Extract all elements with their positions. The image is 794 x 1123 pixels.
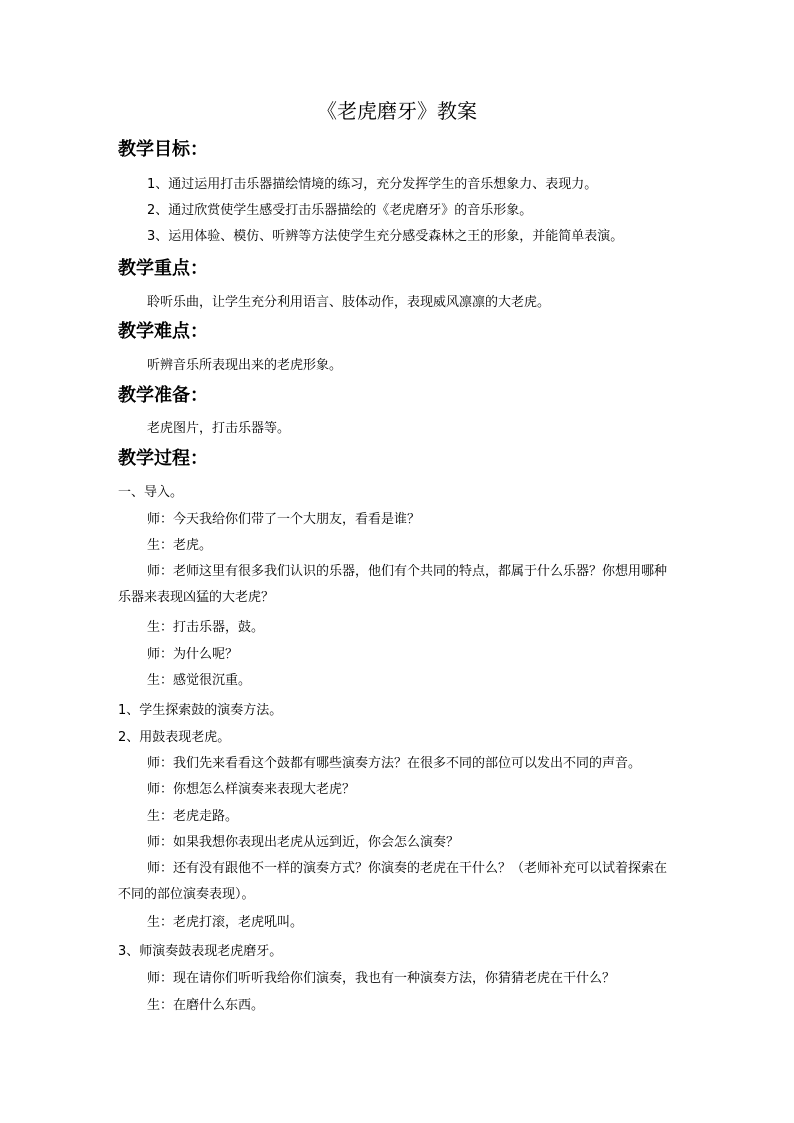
dialogue-line: 师：现在请你们听听我给你们演奏，我也有一种演奏方法，你猜猜老虎在干什么？	[147, 971, 616, 986]
heading-preparation: 教学准备：	[118, 385, 208, 406]
step-3: 3、师演奏鼓表现老虎磨牙。	[118, 944, 283, 959]
step-1: 1、学生探索鼓的演奏方法。	[118, 703, 283, 718]
key-points-text: 聆听乐曲，让学生充分利用语言、肢体动作，表现威风凛凛的大老虎。	[147, 295, 551, 310]
dialogue-line: 生：打击乐器，鼓。	[147, 620, 265, 635]
goal-item-3: 3、运用体验、模仿、听辨等方法使学生充分感受森林之王的形象，并能简单表演。	[147, 229, 624, 244]
document-title: 《老虎磨牙》教案	[317, 99, 477, 123]
goal-item-1: 1、通过运用打击乐器描绘情境的练习，充分发挥学生的音乐想象力、表现力。	[147, 177, 598, 192]
heading-teaching-goals: 教学目标：	[118, 139, 208, 160]
dialogue-line: 生：感觉很沉重。	[147, 673, 252, 688]
section-intro: 一、导入。	[118, 485, 184, 500]
step-2: 2、用鼓表现老虎。	[118, 730, 231, 745]
dialogue-line: 师：如果我想你表现出老虎从远到近，你会怎么演奏？	[147, 835, 460, 850]
dialogue-line: 师：为什么呢？	[147, 647, 239, 662]
dialogue-line: 师：我们先来看看这个鼓都有哪些演奏方法？在很多不同的部位可以发出不同的声音。	[147, 756, 642, 771]
goal-item-2: 2、通过欣赏使学生感受打击乐器描绘的《老虎磨牙》的音乐形象。	[147, 203, 533, 218]
preparation-text: 老虎图片，打击乐器等。	[147, 421, 291, 436]
heading-difficulties: 教学难点：	[118, 321, 208, 342]
dialogue-line: 生：老虎。	[147, 538, 213, 553]
dialogue-line: 生：老虎走路。	[147, 809, 239, 824]
dialogue-paragraph: 师：还有没有跟他不一样的演奏方式？你演奏的老虎在干什么？（老师补充可以试着探索在不同的部位演奏表现）。	[118, 861, 668, 902]
dialogue-line: 生：在磨什么东西。	[147, 998, 265, 1013]
heading-key-points: 教学重点：	[118, 258, 208, 279]
difficulties-text: 听辨音乐所表现出来的老虎形象。	[147, 358, 343, 373]
dialogue-line: 师：你想怎么样演奏来表现大老虎？	[147, 782, 356, 797]
dialogue-line: 生：老虎打滚，老虎吼叫。	[147, 915, 304, 930]
dialogue-paragraph: 师：老师这里有很多我们认识的乐器，他们有个共同的特点，都属于什么乐器？你想用哪种乐器来表现凶猛的大老虎？	[118, 564, 668, 605]
heading-process: 教学过程：	[118, 448, 208, 469]
dialogue-line: 师：今天我给你们带了一个大朋友，看看是谁？	[147, 512, 421, 527]
